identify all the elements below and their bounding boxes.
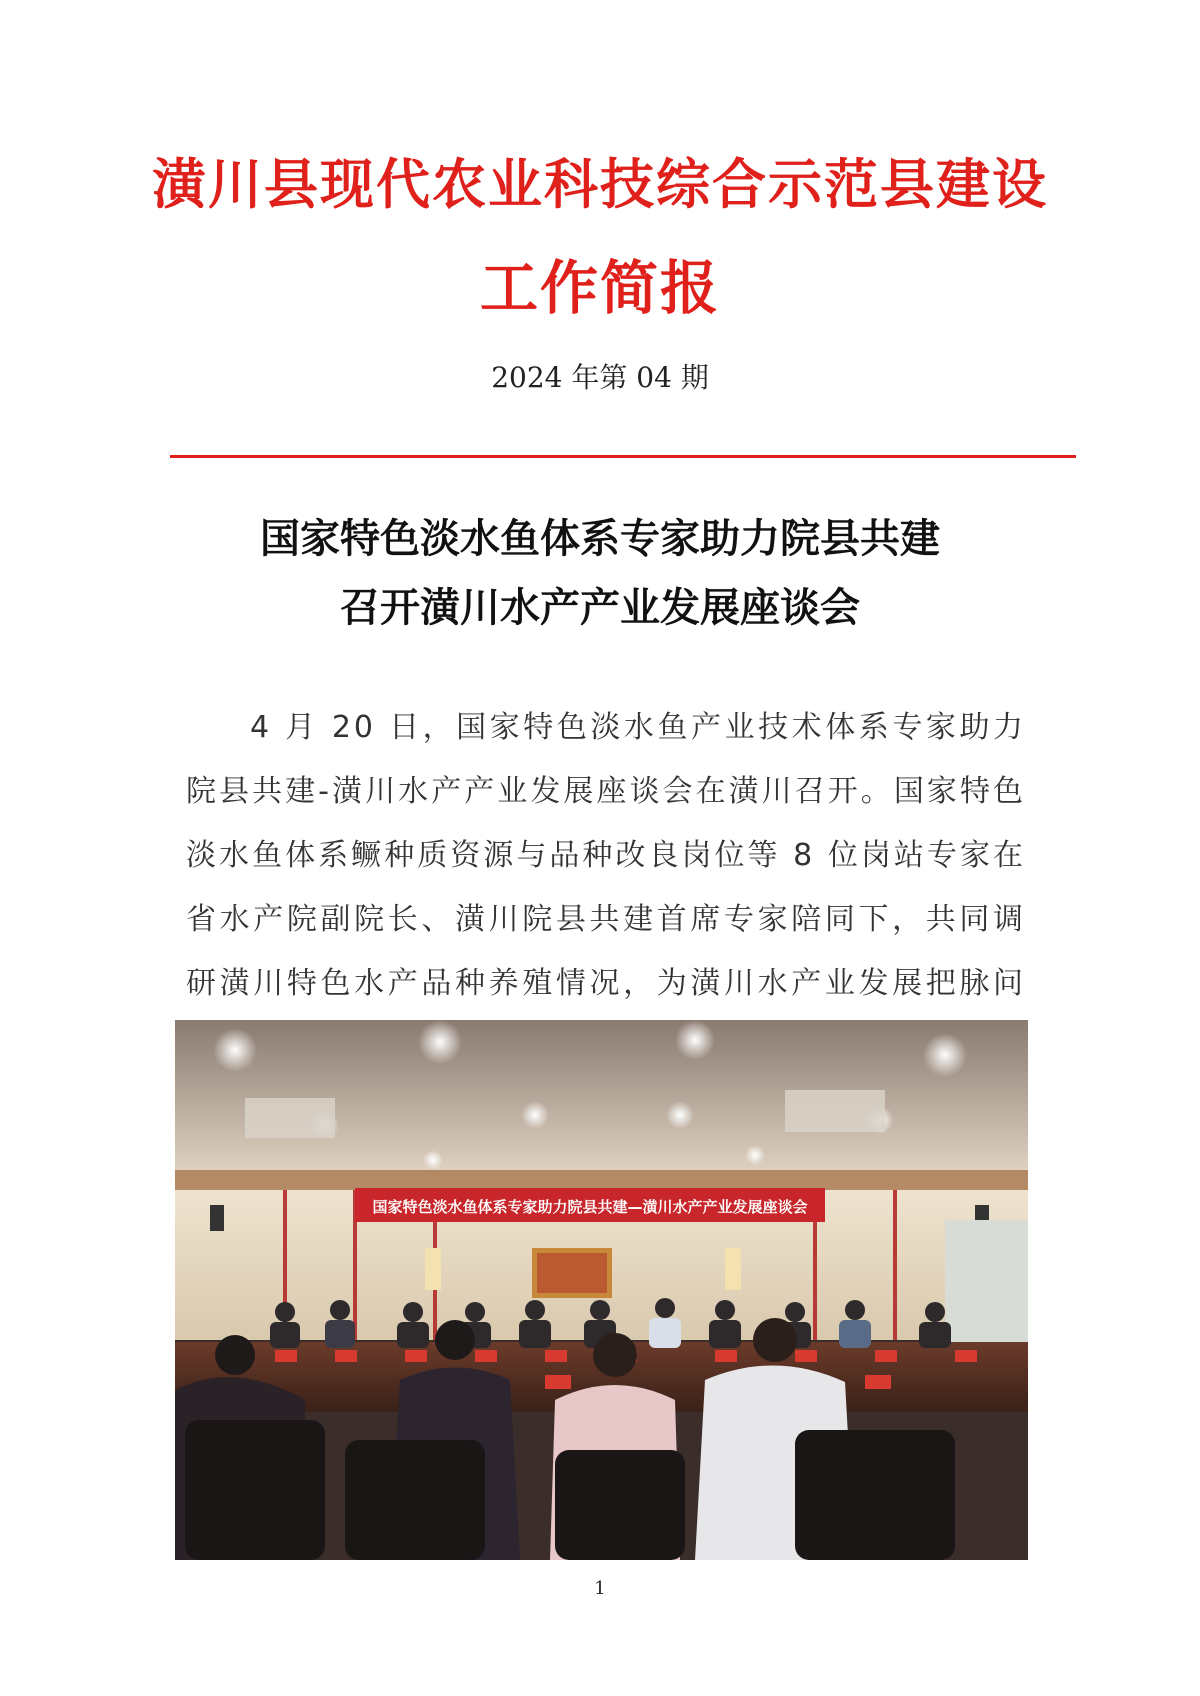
ceiling-vent bbox=[785, 1090, 885, 1132]
meeting-photo bbox=[175, 1020, 1028, 1560]
speaker bbox=[210, 1205, 224, 1231]
page-number: 1 bbox=[594, 1578, 606, 1599]
article-headline-line1: 国家特色淡水鱼体系专家助力院县共建 bbox=[260, 515, 940, 562]
window bbox=[945, 1220, 1028, 1350]
article-body: 4 月 20 日，国家特色淡水鱼产业技术体系专家助力院县共建-潢川水产产业发展座谈会在潢川召开。国家特色淡水鱼体系鳜种质资源与品种改良岗位等 8 位岗站专家在省水产院副院长、潢川院县共建首席专家陪同下，共同调研潢川特色水产品种养殖情况，为潢川水产业发展把脉问 bbox=[186, 710, 1026, 1001]
wall-sconce bbox=[725, 1248, 741, 1290]
ceiling-vent bbox=[245, 1098, 335, 1138]
masthead-title: 潢川县现代农业科技综合示范县建设 bbox=[152, 152, 1048, 216]
masthead-subtitle: 工作简报 bbox=[479, 254, 720, 322]
meeting-photo-illustration bbox=[175, 1020, 1028, 1560]
red-divider bbox=[170, 455, 1076, 458]
article-headline-line2: 召开潢川水产产业发展座谈会 bbox=[340, 584, 860, 631]
issue-number: 2024 年第 04 期 bbox=[491, 361, 709, 394]
wall-sconce bbox=[425, 1248, 441, 1290]
banner-text: 国家特色淡水鱼体系专家助力院县共建—潢川水产产业发展座谈会 bbox=[372, 1198, 808, 1216]
